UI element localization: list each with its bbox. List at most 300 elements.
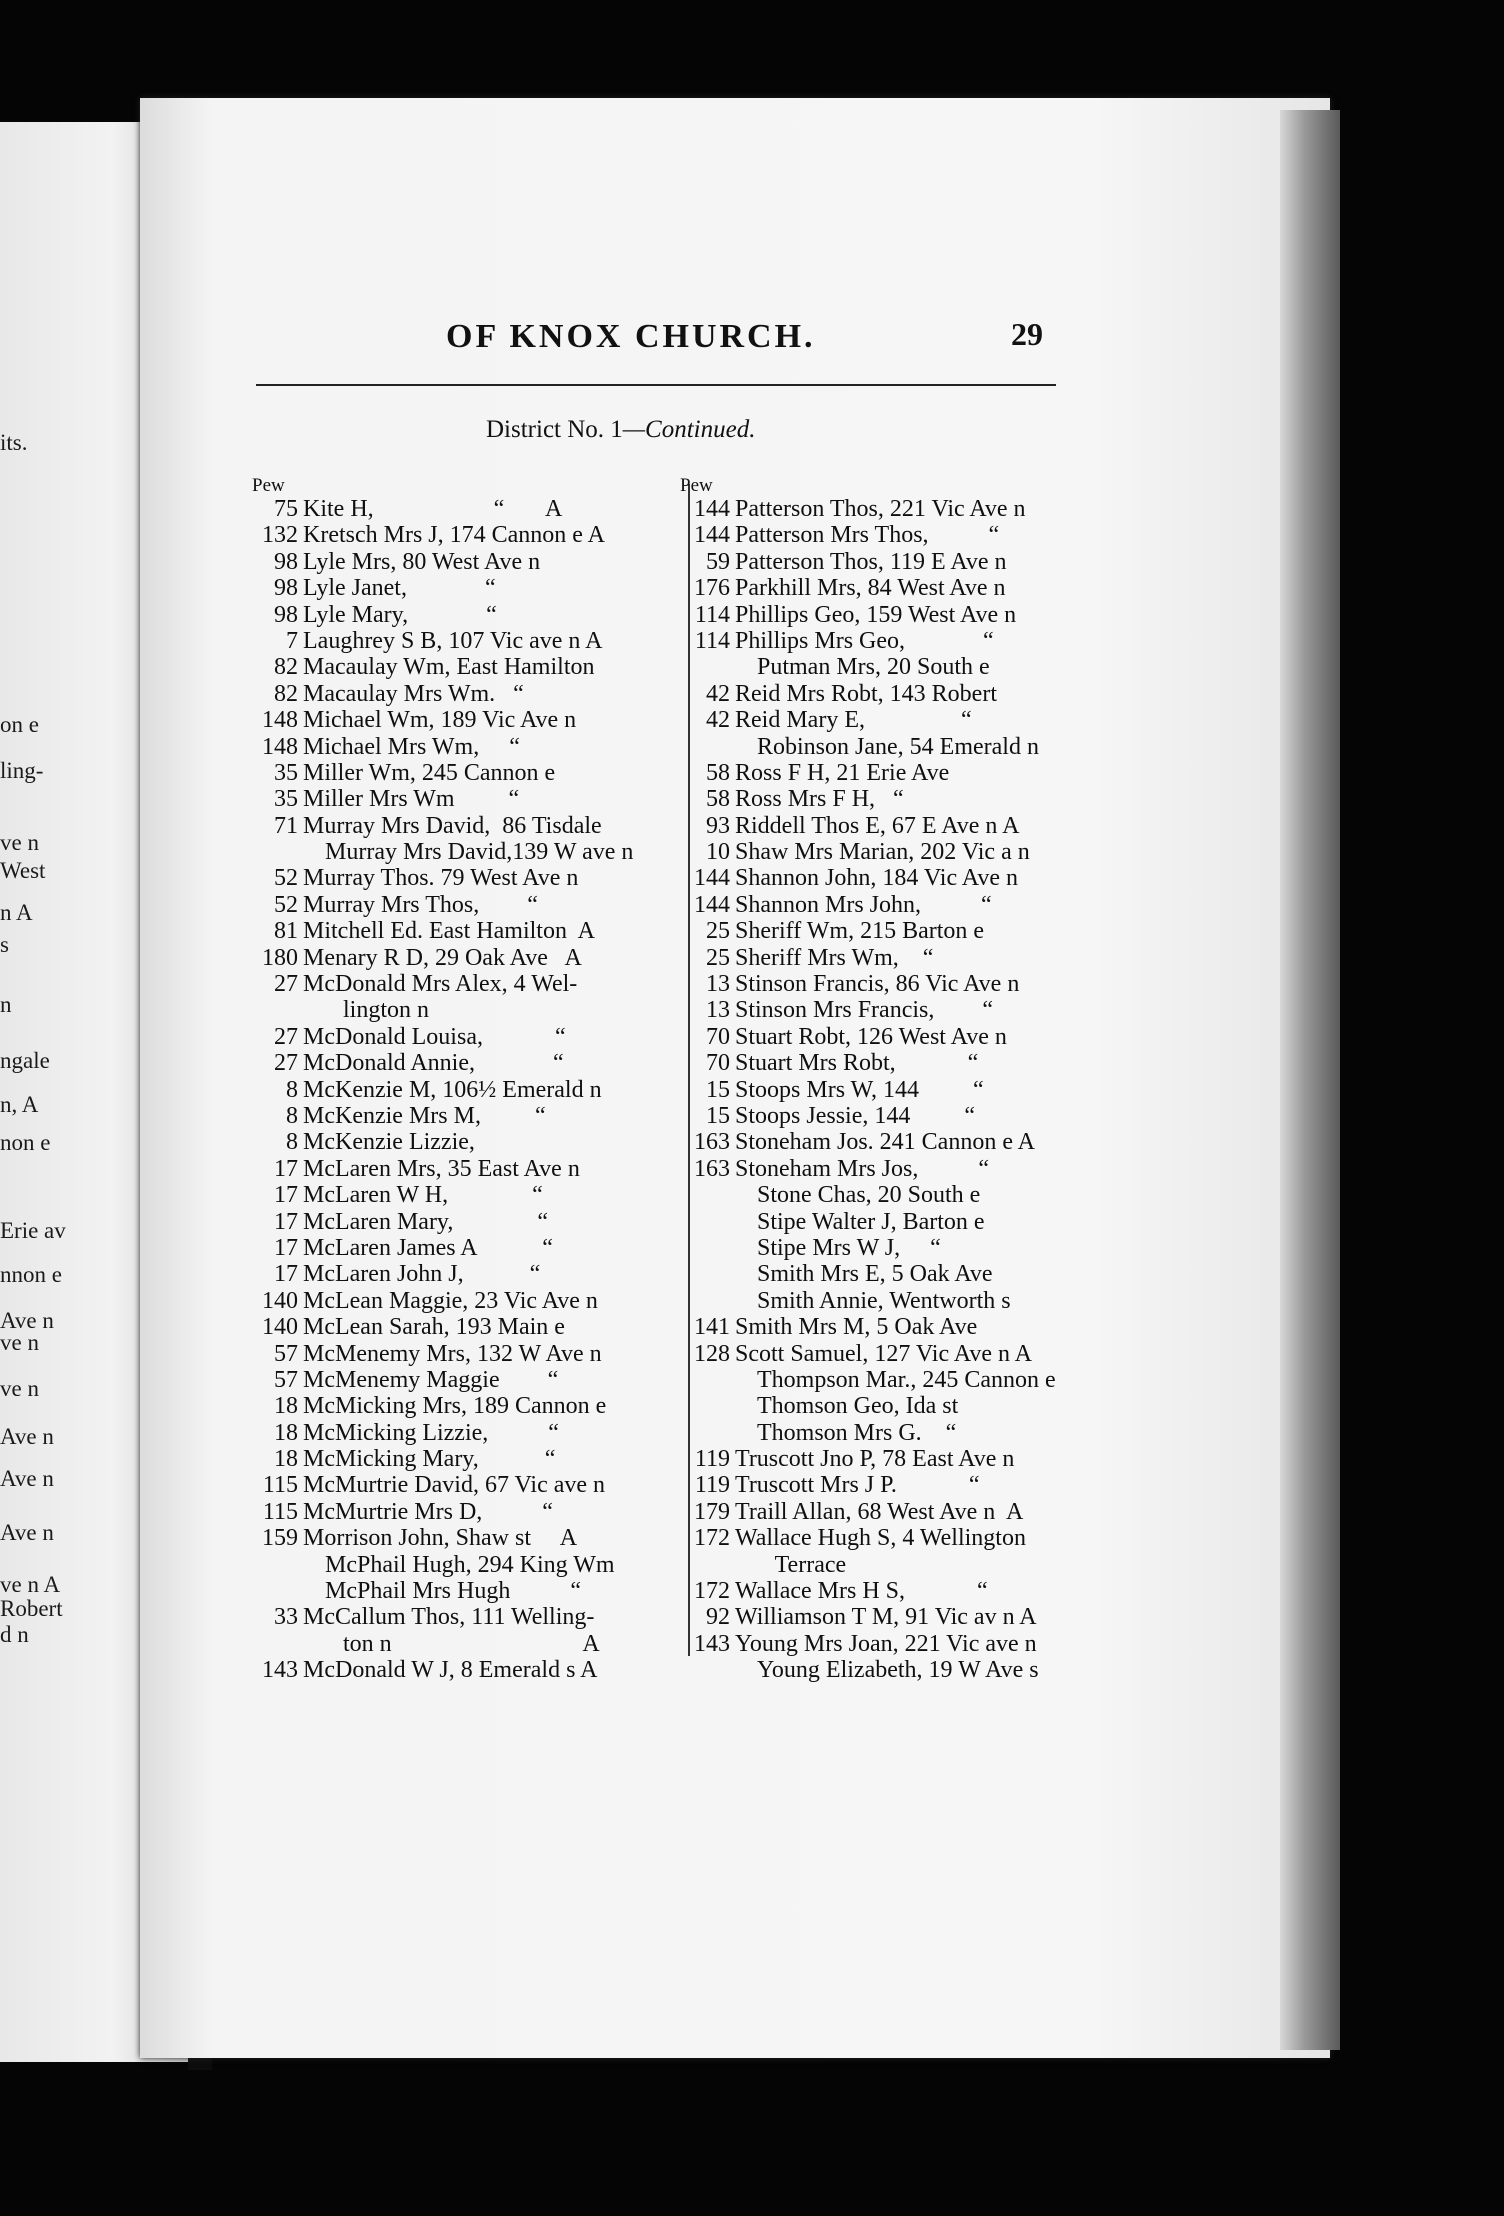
facing-page-text: its. [0, 430, 28, 455]
member-name-address: McPhail Mrs Hugh “ [325, 1578, 581, 1605]
member-entry [678, 1472, 1098, 1498]
pew-number: 59 [706, 548, 730, 575]
member-entry [678, 1288, 1098, 1314]
pew-number: 144 [694, 865, 730, 892]
pew-number: 13 [706, 971, 730, 998]
member-entry [250, 1261, 680, 1287]
pew-number [250, 839, 303, 865]
member-name-address: Young Elizabeth, 19 W Ave s [757, 1657, 1039, 1684]
member-name-address: Shaw Mrs Marian, 202 Vic a n [735, 839, 1030, 866]
member-name-address: Murray Mrs Thos, “ [303, 891, 538, 918]
pew-number: 82 [274, 680, 298, 707]
pew-number [678, 1552, 735, 1578]
member-entry [250, 1182, 680, 1208]
member-entry [250, 1657, 680, 1683]
pew-number [678, 654, 735, 680]
member-entry [250, 1552, 680, 1578]
member-name-address: Lyle Mary, “ [303, 601, 497, 628]
pew-number [250, 1631, 303, 1657]
pew-number: 35 [274, 786, 298, 813]
member-entry [250, 813, 680, 839]
member-entry [250, 1525, 680, 1551]
member-name-address: McDonald Mrs Alex, 4 Wel- [303, 971, 578, 998]
pew-number: 18 [274, 1419, 298, 1446]
member-name-address: Thomson Mrs G. “ [757, 1419, 957, 1446]
member-name-address: McKenzie Lizzie, [303, 1129, 475, 1156]
facing-page-text: ve n [0, 1330, 39, 1355]
member-name-address: Stipe Walter J, Barton e [757, 1208, 985, 1235]
pew-number [250, 1578, 303, 1604]
member-name-address: Murray Thos. 79 West Ave n [303, 865, 579, 892]
pew-number: 98 [274, 548, 298, 575]
pew-number: 132 [262, 522, 298, 549]
pew-number: 18 [274, 1393, 298, 1420]
facing-page-text: n, A [0, 1092, 39, 1117]
member-name-address: Putman Mrs, 20 South e [757, 654, 990, 681]
facing-page-text: Ave n [0, 1520, 54, 1545]
member-name-address: Michael Mrs Wm, “ [303, 733, 520, 760]
header-rule [256, 384, 1056, 386]
pew-number: 52 [274, 865, 298, 892]
member-name-address: Stipe Mrs W J, “ [757, 1234, 941, 1261]
pew-number: 163 [694, 1129, 730, 1156]
member-name-address: Smith Annie, Wentworth s [757, 1287, 1011, 1314]
pew-number: 114 [694, 601, 730, 628]
facing-page-text: Erie av [0, 1218, 66, 1243]
member-name-address: Truscott Jno P, 78 East Ave n [735, 1446, 1015, 1473]
member-entry [678, 734, 1098, 760]
member-entry [250, 786, 680, 812]
member-entry [250, 760, 680, 786]
member-name-address: McCallum Thos, 111 Welling- [303, 1604, 595, 1631]
member-name-address: Smith Mrs M, 5 Oak Ave [735, 1314, 978, 1341]
member-entry [250, 945, 680, 971]
member-entry [678, 522, 1098, 548]
pew-number: 143 [694, 1630, 730, 1657]
member-name-address: Ross Mrs F H, “ [735, 786, 904, 813]
member-name-address: Williamson T M, 91 Vic av n A [735, 1604, 1037, 1631]
facing-page-text: ve n [0, 1376, 39, 1401]
member-name-address: McMicking Mrs, 189 Cannon e [303, 1393, 607, 1420]
member-entry [678, 1156, 1098, 1182]
member-entry [250, 1499, 680, 1525]
member-name-address: McKenzie M, 106½ Emerald n [303, 1076, 602, 1103]
member-name-address: Reid Mary E, “ [735, 707, 972, 734]
member-entry [250, 496, 680, 522]
member-name-address: Young Mrs Joan, 221 Vic ave n [735, 1630, 1037, 1657]
member-entry [678, 997, 1098, 1023]
member-name-address: McPhail Hugh, 294 King Wm [325, 1551, 615, 1578]
pew-number: 17 [274, 1261, 298, 1288]
facing-page-text: Ave n [0, 1308, 54, 1333]
pew-number: 81 [274, 918, 298, 945]
member-entry [250, 1235, 680, 1261]
member-entry [678, 839, 1098, 865]
member-entry [678, 1499, 1098, 1525]
pew-number: 52 [274, 891, 298, 918]
member-entry [250, 1077, 680, 1103]
pew-number: 71 [274, 812, 298, 839]
member-entry [250, 1209, 680, 1235]
member-entry [678, 1314, 1098, 1340]
member-entry [678, 1525, 1098, 1551]
member-entry [250, 1472, 680, 1498]
pew-number: 57 [274, 1366, 298, 1393]
facing-page-text: n [0, 992, 12, 1017]
facing-page-text: Ave n [0, 1466, 54, 1491]
pew-number: 176 [694, 575, 730, 602]
pew-number [678, 1235, 735, 1261]
member-name-address: Stinson Mrs Francis, “ [735, 997, 993, 1024]
member-name-address: Kite H, “ A [303, 496, 563, 522]
pew-number: 92 [706, 1604, 730, 1631]
member-name-address: Smith Mrs E, 5 Oak Ave [757, 1261, 993, 1288]
member-entry [250, 1024, 680, 1050]
pew-number: 15 [706, 1076, 730, 1103]
member-name-address: Stinson Francis, 86 Vic Ave n [735, 971, 1020, 998]
member-entry [250, 628, 680, 654]
member-entry [250, 1420, 680, 1446]
member-entry [250, 575, 680, 601]
pew-column-label: Pew [680, 475, 713, 496]
pew-number: 119 [694, 1446, 730, 1473]
pew-number: 27 [274, 1023, 298, 1050]
member-name-address: Wallace Hugh S, 4 Wellington [735, 1525, 1026, 1552]
member-name-address: Stoneham Jos. 241 Cannon e A [735, 1129, 1035, 1156]
member-name-address: McLaren Mrs, 35 East Ave n [303, 1155, 580, 1182]
pew-number [678, 1420, 735, 1446]
member-name-address: Shannon John, 184 Vic Ave n [735, 865, 1018, 892]
member-entry [678, 1604, 1098, 1630]
facing-page-text: s [0, 932, 9, 957]
member-name-address: Ross F H, 21 Erie Ave [735, 759, 950, 786]
facing-page-text: ngale [0, 1048, 50, 1073]
member-name-address: Stoneham Mrs Jos, “ [735, 1155, 989, 1182]
pew-number: 141 [694, 1314, 730, 1341]
member-name-address: Miller Wm, 245 Cannon e [303, 759, 556, 786]
pew-number: 15 [706, 1102, 730, 1129]
pew-number: 17 [274, 1155, 298, 1182]
pew-number [678, 1288, 735, 1314]
pew-number [678, 734, 735, 760]
member-name-address: Stuart Mrs Robt, “ [735, 1050, 979, 1077]
member-name-address: McDonald W J, 8 Emerald s A [303, 1657, 598, 1684]
member-entry [678, 628, 1098, 654]
member-name-address: Morrison John, Shaw st A [303, 1525, 578, 1552]
member-entry [678, 1182, 1098, 1208]
district-heading [486, 416, 755, 444]
member-name-address: Lyle Mrs, 80 West Ave n [303, 548, 541, 575]
pew-number [678, 1261, 735, 1287]
member-name-address: Parkhill Mrs, 84 West Ave n [735, 575, 1006, 602]
member-name-address: Truscott Mrs J P. “ [735, 1472, 980, 1499]
pew-number [678, 1657, 735, 1683]
member-name-address: Sheriff Wm, 215 Barton e [735, 918, 985, 945]
pew-number: 75 [274, 496, 298, 522]
member-entry [250, 865, 680, 891]
page-edge-shadow [1280, 110, 1340, 2050]
right-column [678, 476, 1098, 1684]
member-entry [678, 892, 1098, 918]
pew-number: 143 [262, 1657, 298, 1684]
member-entry [250, 1314, 680, 1340]
member-entry [678, 1420, 1098, 1446]
member-name-address: McLean Sarah, 193 Main e [303, 1314, 565, 1341]
member-entry [250, 1604, 680, 1630]
pew-number: 8 [286, 1102, 298, 1129]
pew-number: 8 [286, 1129, 298, 1156]
member-entry [678, 813, 1098, 839]
member-entry [678, 681, 1098, 707]
pew-number: 148 [262, 733, 298, 760]
member-entry [678, 865, 1098, 891]
pew-number: 98 [274, 575, 298, 602]
member-name-address: Terrace [757, 1551, 847, 1578]
member-name-address: Macaulay Wm, East Hamilton [303, 654, 595, 681]
member-entry [250, 1631, 680, 1657]
member-entry [250, 654, 680, 680]
member-name-address: McKenzie Mrs M, “ [303, 1102, 546, 1129]
pew-number: 114 [694, 627, 730, 654]
member-name-address: Kretsch Mrs J, 174 Cannon e A [303, 522, 605, 549]
pew-number [250, 997, 303, 1023]
pew-number [678, 1182, 735, 1208]
member-name-address: McLaren James A “ [303, 1234, 553, 1261]
member-name-address: ton n A [325, 1630, 600, 1657]
member-entry [250, 681, 680, 707]
member-entry [678, 1077, 1098, 1103]
pew-number: 42 [706, 707, 730, 734]
member-name-address: McMicking Mary, “ [303, 1446, 556, 1473]
left-column [250, 476, 680, 1684]
member-name-address: Sheriff Mrs Wm, “ [735, 944, 934, 971]
member-entry [250, 1367, 680, 1393]
member-name-address: Scott Samuel, 127 Vic Ave n A [735, 1340, 1032, 1367]
member-name-address: McDonald Louisa, “ [303, 1023, 566, 1050]
pew-number: 140 [262, 1287, 298, 1314]
member-entry [678, 1209, 1098, 1235]
facing-page-text: on e [0, 712, 39, 737]
member-name-address: Reid Mrs Robt, 143 Robert [735, 680, 997, 707]
member-name-address: Phillips Mrs Geo, “ [735, 627, 994, 654]
member-entry [678, 1367, 1098, 1393]
facing-page-text: d n [0, 1622, 29, 1647]
member-entry [678, 1235, 1098, 1261]
member-entry [678, 1393, 1098, 1419]
member-name-address: McLaren W H, “ [303, 1182, 543, 1209]
member-entry [678, 1341, 1098, 1367]
member-name-address: Patterson Thos, 221 Vic Ave n [735, 496, 1026, 522]
member-entry [678, 945, 1098, 971]
member-entry [678, 1631, 1098, 1657]
member-name-address: Murray Mrs David, 86 Tisdale [303, 812, 602, 839]
pew-number: 172 [694, 1525, 730, 1552]
member-name-address: Mitchell Ed. East Hamilton A [303, 918, 595, 945]
pew-number: 82 [274, 654, 298, 681]
member-entry [678, 707, 1098, 733]
member-entry [678, 1024, 1098, 1050]
member-entry [250, 839, 680, 865]
district-continued: —Continued. [622, 416, 756, 443]
pew-number: 17 [274, 1182, 298, 1209]
member-name-address: Traill Allan, 68 West Ave n A [735, 1498, 1024, 1525]
member-entry [250, 1103, 680, 1129]
member-entry [678, 549, 1098, 575]
pew-number: 70 [706, 1050, 730, 1077]
member-entry [250, 918, 680, 944]
member-entry [250, 1050, 680, 1076]
member-entry [678, 654, 1098, 680]
member-name-address: Macaulay Mrs Wm. “ [303, 680, 524, 707]
pew-number: 25 [706, 918, 730, 945]
pew-number: 128 [694, 1340, 730, 1367]
pew-number [678, 1393, 735, 1419]
member-entry [678, 1578, 1098, 1604]
member-name-address: Wallace Mrs H S, “ [735, 1578, 988, 1605]
member-entry [678, 1261, 1098, 1287]
facing-page-text: ve n [0, 830, 39, 855]
member-name-address: Murray Mrs David,139 W ave n [325, 839, 634, 866]
member-entry [250, 997, 680, 1023]
pew-number: 10 [706, 839, 730, 866]
member-name-address: Stuart Robt, 126 West Ave n [735, 1023, 1007, 1050]
member-name-address: McMenemy Maggie “ [303, 1366, 559, 1393]
pew-number: 163 [694, 1155, 730, 1182]
member-name-address: McLaren Mary, “ [303, 1208, 549, 1235]
member-name-address: Shannon Mrs John, “ [735, 891, 992, 918]
member-entry [250, 1288, 680, 1314]
member-entry [678, 971, 1098, 997]
running-head: OF KNOX CHURCH. [446, 318, 816, 355]
member-entry [250, 707, 680, 733]
member-entry [678, 575, 1098, 601]
member-entry [250, 1393, 680, 1419]
pew-number: 17 [274, 1208, 298, 1235]
pew-number: 25 [706, 944, 730, 971]
pew-column-label: Pew [252, 475, 285, 496]
member-entry [250, 1341, 680, 1367]
pew-number: 70 [706, 1023, 730, 1050]
member-name-address: McDonald Annie, “ [303, 1050, 564, 1077]
member-name-address: Stoops Jessie, 144 “ [735, 1102, 975, 1129]
member-entry [250, 971, 680, 997]
facing-page-text: ling- [0, 758, 44, 783]
member-entry [678, 1129, 1098, 1155]
pew-number: 18 [274, 1446, 298, 1473]
member-name-address: Michael Wm, 189 Vic Ave n [303, 707, 577, 734]
facing-page-text: n A [0, 900, 33, 925]
pew-number: 115 [262, 1498, 298, 1525]
member-entry [678, 1050, 1098, 1076]
pew-number: 115 [262, 1472, 298, 1499]
member-name-address: lington n [325, 997, 430, 1024]
member-name-address: McMurtrie David, 67 Vic ave n [303, 1472, 606, 1499]
member-entry [250, 1129, 680, 1155]
member-name-address: McLean Maggie, 23 Vic Ave n [303, 1287, 598, 1314]
member-name-address: Patterson Thos, 119 E Ave n [735, 548, 1007, 575]
pew-number: 144 [694, 522, 730, 549]
pew-number: 144 [694, 891, 730, 918]
pew-number: 179 [694, 1498, 730, 1525]
pew-number: 35 [274, 759, 298, 786]
member-name-address: Miller Mrs Wm “ [303, 786, 520, 813]
member-entry [678, 760, 1098, 786]
page-number: 29 [1011, 316, 1043, 352]
pew-number: 93 [706, 812, 730, 839]
member-entry [678, 1552, 1098, 1578]
member-name-address: Thomson Geo, Ida st [757, 1393, 959, 1420]
facing-page-text: ve n A [0, 1572, 61, 1597]
pew-number: 13 [706, 997, 730, 1024]
facing-page-text: nnon e [0, 1262, 62, 1287]
district-label: District No. 1 [486, 416, 623, 443]
member-name-address: Menary R D, 29 Oak Ave A [303, 944, 582, 971]
member-entry [678, 1657, 1098, 1683]
pew-number: 8 [286, 1076, 298, 1103]
member-name-address: Stoops Mrs W, 144 “ [735, 1076, 984, 1103]
pew-number: 140 [262, 1314, 298, 1341]
pew-number: 98 [274, 601, 298, 628]
pew-number [678, 1367, 735, 1393]
member-entry [678, 602, 1098, 628]
facing-page-text: non e [0, 1130, 51, 1155]
pew-number [250, 1552, 303, 1578]
pew-number: 27 [274, 1050, 298, 1077]
member-name-address: McMicking Lizzie, “ [303, 1419, 559, 1446]
pew-number: 144 [694, 496, 730, 522]
pew-number: 7 [286, 627, 298, 654]
pew-number: 172 [694, 1578, 730, 1605]
pew-number: 159 [262, 1525, 298, 1552]
member-name-address: McMurtrie Mrs D, “ [303, 1498, 553, 1525]
member-entry [250, 1446, 680, 1472]
member-entry [678, 1103, 1098, 1129]
member-entry [250, 549, 680, 575]
pew-number: 17 [274, 1234, 298, 1261]
pew-number [678, 1209, 735, 1235]
member-entry [250, 1578, 680, 1604]
pew-number: 58 [706, 759, 730, 786]
member-name-address: McMenemy Mrs, 132 W Ave n [303, 1340, 602, 1367]
pew-number: 27 [274, 971, 298, 998]
pew-number: 180 [262, 944, 298, 971]
member-entry [250, 602, 680, 628]
pew-number: 57 [274, 1340, 298, 1367]
member-name-address: Thompson Mar., 245 Cannon e [757, 1366, 1056, 1393]
facing-page-text: West [0, 858, 46, 883]
pew-number: 119 [694, 1472, 730, 1499]
pew-number: 33 [274, 1604, 298, 1631]
member-entry [250, 734, 680, 760]
member-entry [250, 892, 680, 918]
member-name-address: Lyle Janet, “ [303, 575, 496, 602]
member-entry [678, 1446, 1098, 1472]
member-entry [250, 1156, 680, 1182]
member-name-address: Phillips Geo, 159 West Ave n [735, 601, 1017, 628]
member-entry [678, 496, 1098, 522]
member-name-address: Stone Chas, 20 South e [757, 1182, 981, 1209]
member-name-address: Patterson Mrs Thos, “ [735, 522, 1000, 549]
facing-page-text: Robert [0, 1596, 63, 1621]
member-entry [678, 918, 1098, 944]
pew-number: 42 [706, 680, 730, 707]
pew-number: 148 [262, 707, 298, 734]
member-name-address: Laughrey S B, 107 Vic ave n A [303, 627, 603, 654]
member-name-address: McLaren John J, “ [303, 1261, 541, 1288]
member-entry [678, 786, 1098, 812]
member-entry [250, 522, 680, 548]
pew-number: 58 [706, 786, 730, 813]
